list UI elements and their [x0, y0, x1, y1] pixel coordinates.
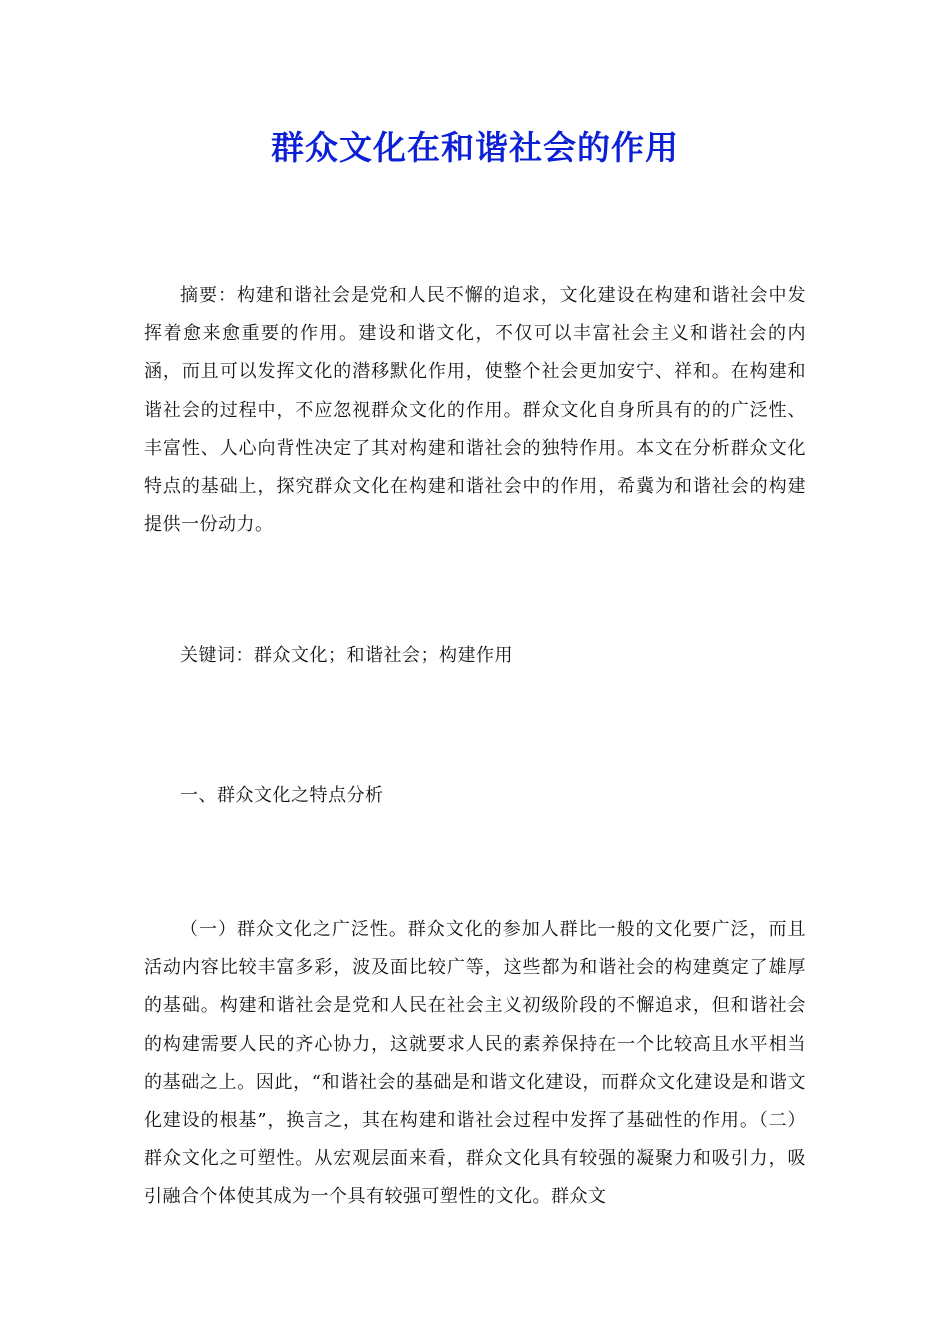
keywords-line: 关键词：群众文化；和谐社会；构建作用 — [180, 645, 513, 666]
body-paragraph: （一）群众文化之广泛性。群众文化的参加人群比一般的文化要广泛，而且活动内容比较丰富多彩，波及面比较广等，这些都为和谐社会的构建奠定了雄厚的基础。构建和谐社会是党和人民在社会主义初级阶段的不懈追求，但和谐社会的构建需要人民的齐心协力，这就要求人民的素养保持在一个比较高且水平相当的基础之上。因此，“和谐社会的基础是和谐文化建设，而群众文化建设是和谐文化建设的根基”，换言之，其在构建和谐社会过程中发挥了基础性的作用。（二）群众文化之可塑性。从宏观层面来看，群众文化具有较强的凝聚力和吸引力，吸引融合个体使其成为一个具有较强可塑性的文化。群众文 — [144, 919, 806, 1208]
abstract-paragraph: 摘要：构建和谐社会是党和人民不懈的追求，文化建设在构建和谐社会中发挥着愈来愈重要的作用。建设和谐文化，不仅可以丰富社会主义和谐社会的内涵，而且可以发挥文化的潜移默化作用，使整个社会更加安宁、祥和。在构建和谐社会的过程中，不应忽视群众文化的作用。群众文化自身所具有的的广泛性、丰富性、人心向背性决定了其对构建和谐社会的独特作用。本文在分析群众文化特点的基础上，探究群众文化在构建和谐社会中的作用，希冀为和谐社会的构建提供一份动力。 — [144, 285, 806, 536]
section-heading: 一、群众文化之特点分析 — [180, 785, 384, 806]
document-title: 群众文化在和谐社会的作用 — [271, 128, 679, 167]
